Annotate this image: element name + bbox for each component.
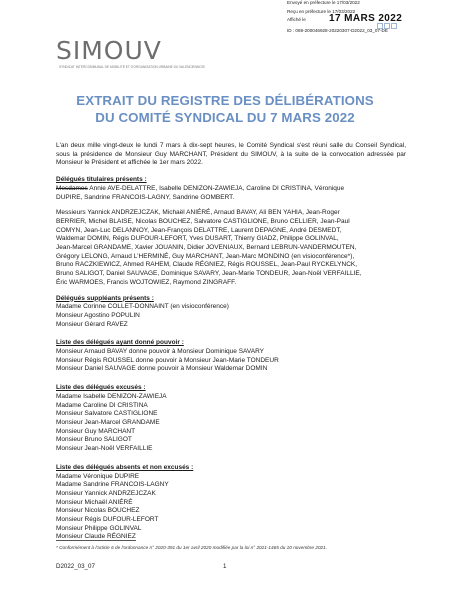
stamp-id-line: ID : 069-200046928-20220307-D2022_03_07-DE bbox=[287, 28, 388, 33]
list-item: Madame Véronique DUPIRE bbox=[56, 472, 140, 480]
list-item: Monsieur Nicolas BOUCHEZ bbox=[56, 507, 140, 515]
mesdames-label: Mesdames bbox=[56, 184, 88, 192]
list-item: Monsieur Régis DUFOUR-LEFORT bbox=[56, 516, 159, 524]
messieurs-names-6: Bruno RACZKIEWICZ, Ahmed RAHEM, Claude RÉGNIEZ, Régis ROUSSEL, Jean-Paul RYCKELYNCK, bbox=[56, 261, 358, 269]
messieurs-names-3: Waldemar DOMIN, Régis DUFOUR-LEFORT, Yves DUSART, Thierry GIADZ, Philippe GOLINVAL, bbox=[56, 235, 339, 243]
suppleants-heading: Délégués suppléants présents : bbox=[56, 294, 154, 302]
logo-tagline: SYNDICAT INTERCOMMUNAL DE MOBILITÉ ET D'ORGANISATION URBAINE DU VALENCIENNOIS bbox=[59, 65, 205, 69]
messieurs-names-0: Yannick ANDRZEJCZAK, Michaël ANIÉRÉ, Arnaud BAVAY, Ali BEN YAHIA, Jean-Roger bbox=[87, 209, 340, 217]
list-item: Monsieur Daniel SAUVAGE donne pouvoir à Monsieur Waldemar DOMIN bbox=[56, 365, 268, 373]
messieurs-names-5: Grégory LELONG, Arnaud L'HERMINÉ, Guy MARCHANT, Jean-Marc MONDINO (en visioconférence*), bbox=[56, 252, 355, 260]
mesdames-names-2: DUPIRE, Sandrine FRANCOIS-LAGNY, Sandrine GOMBERT. bbox=[56, 193, 235, 201]
stamp-posted-date: 17 MARS 2022 bbox=[329, 13, 403, 24]
list-item: Madame Corinne COLLET-DONNAINT (en visioconférence) bbox=[56, 303, 229, 311]
list-item: Madame Isabelle DENIZON-ZAWIEJA bbox=[56, 392, 167, 400]
list-item: Monsieur Salvatore CASTIGLIONE bbox=[56, 410, 158, 418]
list-item: Monsieur Régis ROUSSEL donne pouvoir à Monsieur Jean-Marie TONDEUR bbox=[56, 356, 279, 364]
document-title-line1: EXTRAIT DU REGISTRE DES DÉLIBÉRATIONS bbox=[76, 93, 374, 108]
list-item: Monsieur Michaël ANIÉRÉ bbox=[56, 498, 133, 506]
list-item: Madame Caroline DI CRISTINA bbox=[56, 401, 148, 409]
transmission-stamp bbox=[285, 0, 450, 40]
list-item: Madame Sandrine FRANCOIS-LAGNY bbox=[56, 481, 169, 489]
simouv-logo bbox=[56, 36, 205, 69]
list-item: Monsieur Yannick ANDRZEJCZAK bbox=[56, 489, 156, 497]
mesdames-names-1: Annie AVE-DELATTRE, Isabelle DENIZON-ZAWIEJA, Caroline DI CRISTINA, Véronique bbox=[89, 184, 345, 192]
messieurs-names-2: COMYN, Jean-Luc DELANNOY, Jean-François DELATTRE, Laurent DEPAGNE, André DESMEDT, bbox=[56, 226, 342, 234]
page-number: 1 bbox=[223, 563, 227, 570]
stamp-received-line: Reçu en préfecture le 17/03/2022 bbox=[287, 9, 356, 14]
absents-heading: Liste des délégués absents et non excusés : bbox=[56, 463, 194, 471]
list-item: Monsieur Jean-Marcel GRANDAME bbox=[56, 418, 160, 426]
messieurs-names-1: BERRIER, Michel BLAISE, Nicolas BOUCHEZ, Salvatore CASTIGLIONE, Bruno CELLIER, Jean-Paul bbox=[56, 217, 350, 225]
titulaires-heading: Délégués titulaires présents : bbox=[56, 176, 147, 184]
stamp-posted-label: Affiché le bbox=[287, 17, 306, 22]
list-item: Monsieur Jean-Noël VERFAILLIE bbox=[56, 445, 153, 453]
footnote-divider bbox=[56, 540, 136, 541]
logo-wordmark: SIMOUV bbox=[56, 36, 162, 65]
intro-paragraph: L'an deux mille vingt-deux le lundi 7 mars à dix-sept heures, le Comité Syndical s'est réuni salle du Conseil Syndical, sous la présidence de Monsieur Guy MARCHANT, Président du SIMOUV, à la suite de la convocation adressée par Monsieur le Président et affichée le 1er mars 2022. bbox=[56, 142, 406, 167]
document-body bbox=[56, 142, 406, 542]
list-item: Monsieur Claude RÉGNIEZ bbox=[56, 533, 136, 541]
mesdames-line-1 bbox=[56, 185, 406, 194]
messieurs-label: Messieurs bbox=[56, 209, 86, 217]
messieurs-names-4: Jean-Marcel GRANDAME, Xavier JOUANIN, Didier JOVENIAUX, Bernard LEBRUN-VANDERMOUTEN, bbox=[56, 244, 357, 252]
document-reference: D2022_03_07 bbox=[56, 563, 95, 570]
list-item: Monsieur Bruno SALIGOT bbox=[56, 436, 132, 444]
excuses-heading: Liste des délégués excusés : bbox=[56, 384, 146, 392]
document-title-line2: DU COMITÉ SYNDICAL DU 7 MARS 2022 bbox=[95, 110, 355, 125]
pouvoirs-heading: Liste des délégués ayant donné pouvoir : bbox=[56, 339, 184, 347]
list-item: Monsieur Philippe GOLINVAL bbox=[56, 524, 142, 532]
list-item: Monsieur Guy MARCHANT bbox=[56, 427, 136, 435]
footnote: * Conformément à l'article 6 de l'ordonnance n° 2020-391 du 1er avril 2020 modifiée par la loi n° 2021-1465 du 10 novembre 2021. bbox=[56, 545, 328, 550]
list-item: Monsieur Agostino POPULIN bbox=[56, 311, 140, 319]
messieurs-line-1 bbox=[56, 209, 406, 218]
messieurs-names-8: Éric WARMOES, Francis WOJTOWIEZ, Raymond ZINGRAFF. bbox=[56, 278, 237, 286]
messieurs-names-7: Bruno SALIGOT, Daniel SAUVAGE, Dominique SAVARY, Jean-Marie TONDEUR, Jean-Noël VERFAILLIE, bbox=[56, 270, 362, 278]
stamp-sent-line: Envoyé en préfecture le 17/03/2022 bbox=[287, 0, 360, 5]
stamp-box-icon bbox=[377, 16, 405, 23]
list-item: Monsieur Arnaud BAVAY donne pouvoir à Monsieur Dominique SAVARY bbox=[56, 348, 264, 356]
list-item: Monsieur Gérard RAVEZ bbox=[56, 320, 128, 328]
